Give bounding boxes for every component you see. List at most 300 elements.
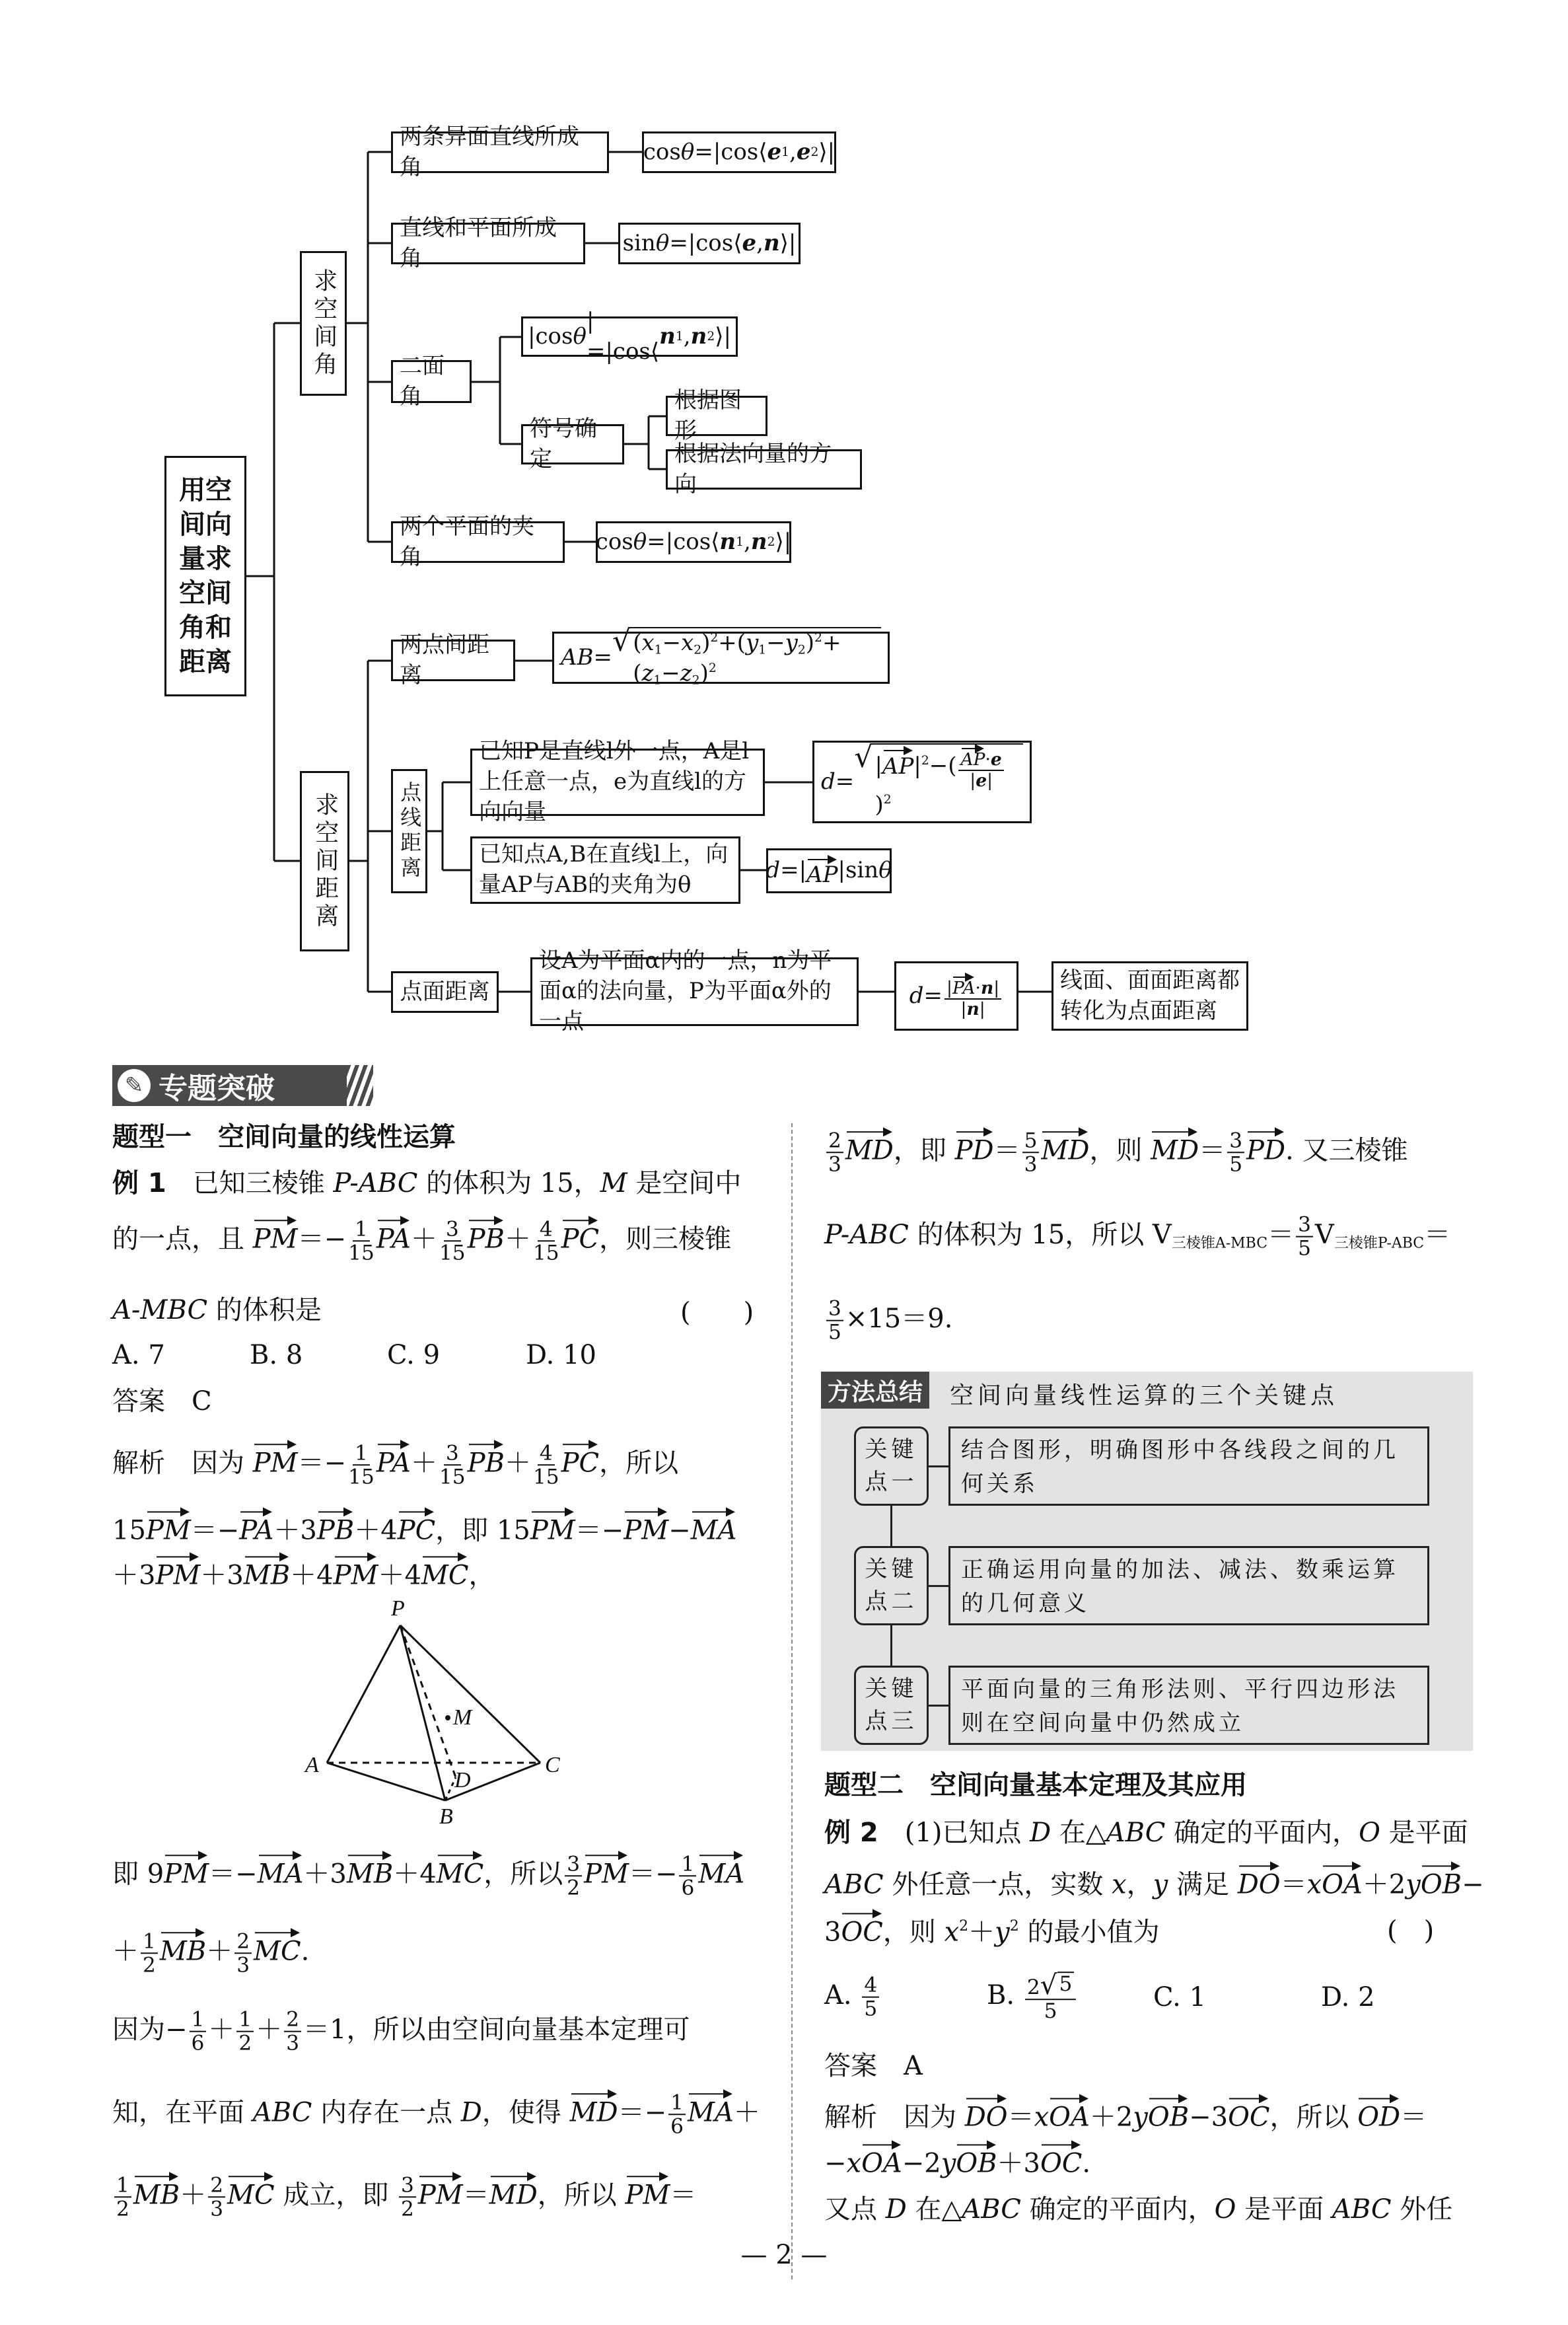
denominator xyxy=(670,2115,684,2137)
vector: PM xyxy=(418,2172,463,2208)
vector: MC xyxy=(254,1928,301,1964)
math-text: | xyxy=(993,978,1000,999)
math-text: ＋ xyxy=(504,1224,531,1255)
answer-1: 答案 C xyxy=(112,1386,212,1417)
math-var: θ xyxy=(573,322,587,350)
math-text: 的体积为 15，所以 V xyxy=(908,1220,1172,1250)
solution-line xyxy=(824,1214,1450,1261)
numerator xyxy=(399,2174,416,2197)
vector: MB xyxy=(244,1552,290,1588)
fraction xyxy=(348,1442,374,1489)
vector: AP xyxy=(960,745,985,769)
fraction xyxy=(533,1218,559,1265)
node-point-line-case2: 已知点A,B在直线l上，向量AP与AB的夹角为θ xyxy=(470,836,740,904)
vector: DO xyxy=(1238,1861,1281,1898)
vector: OC xyxy=(1040,2140,1082,2176)
answer-2: 答案 A xyxy=(824,2051,923,2081)
math-var: ABC xyxy=(1332,2194,1392,2225)
label-D: D xyxy=(454,1768,471,1792)
vector: OB xyxy=(1148,2094,1189,2130)
bold-vector: e xyxy=(796,138,811,165)
math-text: ＋ xyxy=(410,1224,437,1255)
radicand xyxy=(631,627,881,689)
math-text: 2 xyxy=(238,2032,252,2055)
vector: PM xyxy=(155,1552,200,1588)
math-text: ＋ xyxy=(968,1917,995,1948)
math-var: P-ABC xyxy=(824,1220,909,1250)
math-text: , xyxy=(683,322,691,350)
subscript: 三棱锥P-ABC xyxy=(1334,1235,1425,1252)
radical-sign: √ xyxy=(1040,1969,1057,2001)
numerator xyxy=(444,1442,461,1465)
denominator xyxy=(970,771,993,790)
math-text: | xyxy=(970,770,976,791)
fraction xyxy=(668,2091,686,2138)
option-b xyxy=(987,1969,1078,2024)
edge-AB xyxy=(327,1763,445,1800)
numerator xyxy=(190,2009,207,2032)
vector: MD xyxy=(1151,1127,1199,1163)
denominator xyxy=(439,1465,466,1488)
solution-line xyxy=(824,2094,1427,2133)
subscript: 2 xyxy=(797,643,806,657)
math-text: 是平面 xyxy=(1236,2194,1332,2225)
math-text: ＋3 xyxy=(273,1515,317,1546)
fraction xyxy=(944,973,1001,1018)
label-M: M xyxy=(453,1705,472,1730)
math-text: − xyxy=(766,629,785,656)
vector: PB xyxy=(317,1507,354,1543)
math-text: 因为− xyxy=(112,2014,188,2045)
math-var: AB xyxy=(561,644,594,671)
math-text: 2 xyxy=(143,1953,156,1977)
label-P: P xyxy=(391,1599,405,1621)
node-sign-figure: 根据图形 xyxy=(666,396,767,436)
radicand xyxy=(1057,1972,1075,1999)
math-text: ＝− xyxy=(190,1515,240,1546)
math-text: cos xyxy=(643,138,681,165)
math-var: D xyxy=(885,2194,907,2225)
vector: MB xyxy=(347,1851,393,1887)
node-two-points: 两点间距离 xyxy=(391,640,515,681)
math-text: − xyxy=(1462,1869,1484,1900)
vector: OC xyxy=(1228,2094,1269,2130)
math-text: = xyxy=(593,644,613,671)
math-text: ＝− xyxy=(297,1224,347,1255)
math-text: 3 xyxy=(828,1152,841,1177)
math-text: | xyxy=(979,998,985,1019)
math-text: ＋4 xyxy=(290,1560,334,1591)
example2-line xyxy=(824,1909,1159,1948)
math-text: ＋ xyxy=(208,2014,235,2045)
subscript: 1 xyxy=(653,673,662,688)
option-d xyxy=(1321,1981,1375,2013)
math-text: − xyxy=(661,659,680,686)
math-text: 4 xyxy=(539,1441,553,1465)
node-point-line: 点线距离 xyxy=(391,769,427,893)
math-text: ＋2 xyxy=(1362,1869,1406,1900)
math-var: D xyxy=(460,2097,482,2128)
label-B: B xyxy=(439,1804,453,1829)
branch-distance: 求空间距离 xyxy=(300,771,349,951)
numerator xyxy=(826,1298,843,1321)
math-text: 确定的平面内， xyxy=(1020,2194,1215,2225)
answer-paren: ( ) xyxy=(1387,1915,1435,1946)
math-var: ABC xyxy=(252,2097,312,2128)
bold-vector: e xyxy=(742,229,757,256)
math-var: y xyxy=(785,629,798,656)
superscript: 2 xyxy=(921,754,929,768)
square-root xyxy=(1040,1969,1075,2001)
fraction xyxy=(565,1853,582,1900)
option-d: D. 10 xyxy=(526,1340,596,1370)
math-var: θ xyxy=(680,138,695,165)
vector: MB xyxy=(160,1928,206,1964)
denominator xyxy=(401,2197,414,2220)
fraction xyxy=(826,1298,843,1345)
math-text: ＋2 xyxy=(1089,2102,1133,2133)
math-text: ⟩| xyxy=(775,528,792,555)
math-text: =|cos⟨ xyxy=(694,138,767,165)
vector: MA xyxy=(258,1851,304,1887)
math-text: 5 xyxy=(1229,1152,1243,1177)
math-var: x xyxy=(1112,1869,1127,1900)
vector: PM xyxy=(253,1216,298,1252)
vector: OA xyxy=(1049,2094,1090,2130)
math-text: − xyxy=(662,629,682,656)
bold-vector: e xyxy=(990,749,1002,770)
math-text: ＋4 xyxy=(393,1859,437,1890)
math-var: θ xyxy=(655,229,670,256)
math-text: ＝ xyxy=(993,1135,1020,1166)
vector: AP xyxy=(882,747,913,778)
math-text: (1)已知点 xyxy=(878,1818,1030,1848)
numerator xyxy=(114,2174,131,2197)
math-text: ，所以 xyxy=(537,2180,625,2211)
math-text: ＝ xyxy=(1400,2102,1427,2133)
math-text: | xyxy=(913,753,921,780)
radical-sign: √ xyxy=(612,624,631,658)
vector: PA xyxy=(952,973,976,998)
denominator xyxy=(533,1241,559,1264)
numerator xyxy=(826,1129,843,1153)
solution-line xyxy=(824,2194,1452,2225)
math-text: ＋3 xyxy=(112,1560,156,1591)
denominator xyxy=(286,2032,299,2055)
denominator xyxy=(143,1954,156,1976)
math-text: |sin xyxy=(837,857,879,884)
math-text: 6 xyxy=(670,2114,684,2139)
math-text: 15 xyxy=(532,1465,559,1489)
option-a: A. 7 xyxy=(112,1340,165,1370)
math-text: ， xyxy=(1126,1869,1153,1900)
fraction xyxy=(348,1218,374,1265)
math-text: ，则 xyxy=(882,1917,944,1948)
vector: PC xyxy=(398,1507,436,1543)
math-text: ，则三棱锥 xyxy=(599,1224,732,1255)
fraction xyxy=(439,1442,466,1489)
math-text: | xyxy=(987,770,993,791)
solution-line xyxy=(112,2009,690,2055)
square-root xyxy=(854,743,1023,820)
numerator xyxy=(538,1218,555,1241)
vector: AP xyxy=(806,856,837,887)
key-point-text: 结合图形，明确图形中各线段之间的几何关系 xyxy=(948,1426,1429,1506)
mindmap-root xyxy=(164,456,246,696)
fraction xyxy=(1296,1214,1313,1261)
math-text: 2 xyxy=(401,2197,414,2221)
math-text: 15 xyxy=(532,1241,559,1265)
superscript: 2 xyxy=(959,1918,969,1935)
mindmap-root-label: 用空间向量求空间角和距离 xyxy=(179,474,232,677)
stripes-decoration xyxy=(347,1065,373,1106)
denominator xyxy=(439,1241,466,1264)
math-text: ＋ xyxy=(733,2097,760,2128)
math-text: 外任 xyxy=(1391,2194,1453,2225)
vector: MA xyxy=(698,1851,744,1887)
subscript: 1 xyxy=(781,145,790,159)
math-text: |cos xyxy=(528,322,573,350)
edge-PA xyxy=(327,1625,400,1763)
math-text: 2 xyxy=(1026,1975,1040,2000)
denominator xyxy=(961,1000,985,1019)
math-text: 的体积是 xyxy=(207,1295,322,1325)
math-text: ＝− xyxy=(297,1448,347,1479)
numerator xyxy=(141,1930,158,1954)
math-text: 是平面 xyxy=(1380,1818,1468,1848)
superscript: 2 xyxy=(1009,1918,1019,1935)
method-summary-title: 空间向量线性运算的三个关键点 xyxy=(950,1382,1339,1409)
math-text: 满足 xyxy=(1168,1869,1238,1900)
math-var: d xyxy=(821,768,836,795)
formula-dihedral xyxy=(521,307,738,365)
math-text: | =|cos⟨ xyxy=(586,307,660,365)
math-var: O xyxy=(1359,1818,1380,1848)
option-c xyxy=(1153,1981,1206,2013)
math-var: ABC xyxy=(1106,1818,1166,1848)
math-text: cos xyxy=(595,528,633,555)
math-text: sin xyxy=(622,229,656,256)
numerator xyxy=(1296,1214,1313,1237)
math-text: 的体积为 15， xyxy=(417,1168,600,1199)
numerator xyxy=(668,2091,686,2115)
math-text: ⟩| xyxy=(818,138,836,165)
math-text: ＋ xyxy=(180,2180,207,2211)
key-point-label: 关键点三 xyxy=(854,1666,929,1745)
math-text: 1 xyxy=(191,2007,205,2032)
formula-point-plane xyxy=(894,961,1018,1031)
math-text: 2 xyxy=(116,2197,129,2221)
math-text: , xyxy=(756,229,764,256)
vector: PA xyxy=(376,1216,411,1252)
math-var: z xyxy=(641,659,654,686)
math-text: ＋ xyxy=(112,1936,139,1967)
math-text: ) xyxy=(874,791,884,818)
numerator xyxy=(284,2009,301,2032)
solution-line xyxy=(112,2172,696,2221)
vector: PC xyxy=(561,1440,600,1476)
math-text: ＋ xyxy=(256,2014,283,2045)
key-connector xyxy=(929,1465,948,1467)
math-text: 确定的平面内， xyxy=(1165,1818,1359,1848)
vector: MA xyxy=(691,1507,737,1543)
vector: MD xyxy=(1041,1127,1089,1163)
vector: MD xyxy=(489,2172,538,2208)
math-text: 解析 因为 xyxy=(112,1448,253,1479)
math-var: ABC xyxy=(962,2194,1021,2225)
page-number: — 2 — xyxy=(740,2240,828,2270)
math-text: 在△ xyxy=(906,2194,962,2225)
math-text: 5 xyxy=(1059,1972,1073,1997)
math-text: | xyxy=(960,998,967,1019)
vector: PB xyxy=(468,1216,505,1252)
math-text: ，所以 xyxy=(1269,2102,1358,2133)
point-M xyxy=(445,1715,450,1720)
numerator xyxy=(862,1974,879,1998)
math-text: , xyxy=(789,138,797,165)
answer-paren: ( ) xyxy=(680,1297,754,1328)
math-var: O xyxy=(1214,2194,1236,2225)
numerator xyxy=(1025,1969,1077,2001)
numerator xyxy=(944,973,1001,999)
math-text: B. xyxy=(987,1980,1023,2011)
math-text: | xyxy=(874,753,882,780)
fraction xyxy=(1022,1129,1040,1176)
math-text: ＝ xyxy=(1280,1869,1307,1900)
math-var: x xyxy=(1034,2102,1050,2133)
vector: PM xyxy=(253,1440,298,1476)
superscript: 2 xyxy=(814,630,822,645)
math-text: ) xyxy=(699,659,709,686)
denominator xyxy=(864,1998,877,2020)
math-text: ，所以 xyxy=(483,1859,563,1890)
math-text: 15 xyxy=(348,1465,374,1489)
math-var: y xyxy=(995,1917,1010,1948)
math-text: ＋3 xyxy=(997,2148,1040,2179)
math-text: = xyxy=(923,982,943,1009)
type1-title: 题型一 空间向量的线性运算 xyxy=(112,1122,456,1152)
denominator xyxy=(348,1241,374,1264)
math-text: 2 xyxy=(286,2007,300,2032)
denominator xyxy=(236,1954,250,1976)
bold-vector: n xyxy=(966,998,980,1019)
key-connector xyxy=(929,1705,948,1707)
denominator xyxy=(1024,1153,1038,1175)
math-text: 15 xyxy=(439,1241,466,1265)
fraction xyxy=(234,1930,252,1977)
math-text: ＝− xyxy=(209,1859,258,1890)
section-header-label: 专题突破 xyxy=(159,1072,275,1105)
option-c: C. 9 xyxy=(387,1340,441,1370)
fraction xyxy=(958,745,1003,790)
vector: PA xyxy=(239,1507,273,1543)
subscript: 1 xyxy=(736,535,744,549)
fraction xyxy=(236,2009,254,2055)
fraction xyxy=(679,1853,696,1900)
bold-vector: e xyxy=(976,770,987,791)
example1-line xyxy=(112,1216,731,1265)
math-text: ＝ xyxy=(1424,1220,1451,1250)
math-text: ＋3 xyxy=(303,1859,347,1890)
math-text: 5 xyxy=(1044,1999,1057,2024)
example-label: 例 2 xyxy=(824,1818,878,1848)
math-text: 1 xyxy=(681,1852,695,1876)
vector: MC xyxy=(421,1552,469,1588)
node-point-plane: 点面距离 xyxy=(391,971,499,1013)
math-text: 已知三棱锥 xyxy=(166,1168,334,1199)
math-var: d xyxy=(766,857,781,884)
numerator xyxy=(679,1853,696,1876)
math-var: x xyxy=(846,2148,862,2179)
vector: PB xyxy=(468,1440,505,1476)
math-var: y xyxy=(941,2148,956,2179)
math-text: ＝ xyxy=(1267,1220,1295,1250)
formula-point-line-2 xyxy=(766,848,892,893)
vector: MD xyxy=(845,1127,894,1163)
bold-vector: n xyxy=(750,528,767,555)
bold-vector: e xyxy=(767,138,782,165)
bold-vector: n xyxy=(980,978,994,999)
solution-line xyxy=(824,2140,1090,2179)
solution-line xyxy=(824,1298,952,1345)
pencil-icon: ✎ xyxy=(118,1069,151,1102)
segment-PD xyxy=(400,1625,456,1777)
bold-vector: n xyxy=(763,229,780,256)
solution-line xyxy=(112,1507,736,1546)
math-text: 1 xyxy=(355,1441,368,1465)
denominator xyxy=(1229,1153,1242,1175)
math-var: θ xyxy=(633,528,647,555)
denominator xyxy=(567,1876,580,1899)
denominator xyxy=(348,1465,374,1488)
subscript: 2 xyxy=(767,535,775,549)
vector: OB xyxy=(956,2140,997,2176)
math-text: 1 xyxy=(355,1217,368,1241)
pyramid-figure xyxy=(291,1599,581,1837)
math-text: 3 xyxy=(1229,1128,1243,1153)
example2-line xyxy=(824,1861,1484,1900)
math-text: · xyxy=(975,978,981,999)
formula-skew-lines xyxy=(642,131,836,173)
math-text: = xyxy=(835,768,855,795)
math-var: θ xyxy=(878,857,892,884)
example2-line xyxy=(824,1817,1468,1849)
formula-two-points xyxy=(552,624,890,688)
math-text: +( xyxy=(718,629,746,656)
math-text: ＝1，所以由空间向量基本定理可 xyxy=(303,2014,690,2045)
superscript: 2 xyxy=(883,792,892,807)
math-text: 2 xyxy=(828,1128,841,1153)
math-text: 3 xyxy=(210,2197,224,2221)
math-text: ＝ xyxy=(1007,2102,1034,2133)
vector: MD xyxy=(570,2089,618,2125)
example1-line xyxy=(112,1167,741,1199)
label-C: C xyxy=(545,1753,560,1777)
node-line-plane: 直线和平面所成角 xyxy=(391,223,585,264)
denominator xyxy=(828,1153,841,1175)
math-var: y xyxy=(1133,2102,1148,2133)
subscript: 2 xyxy=(694,643,702,657)
math-text: 6 xyxy=(191,2032,205,2055)
solution-line xyxy=(112,1440,678,1489)
denominator xyxy=(828,1321,841,1344)
math-text: =| xyxy=(780,857,807,884)
vector: OA xyxy=(861,2140,902,2176)
key-point-label: 关键点一 xyxy=(854,1426,929,1506)
solution-line xyxy=(112,2089,760,2138)
vector: MB xyxy=(133,2172,180,2208)
math-text: V xyxy=(1314,1220,1334,1250)
